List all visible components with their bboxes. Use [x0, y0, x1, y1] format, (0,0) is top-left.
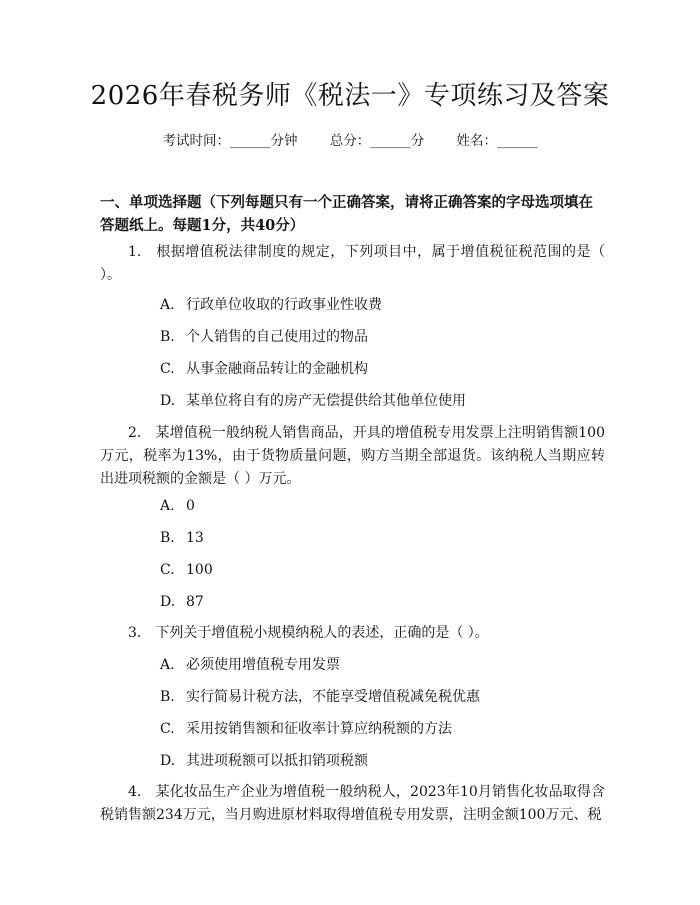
question-1: 1. 根据增值税法律制度的规定，下列项目中，属于增值税征税范围的是（ ）。 — [100, 244, 605, 283]
exam-score: 总分：______分 — [329, 133, 425, 149]
option-letter: B. — [160, 689, 175, 705]
question-4: 4. 某化妆品生产企业为增值税一般纳税人，2023年10月销售化妆品取得含税销售额234万元，当月购进原材料取得增值税专用发票，注明金额100万元、税 — [100, 784, 605, 823]
option-text: 必须使用增值税专用发票 — [186, 657, 340, 673]
option-letter: C. — [160, 361, 175, 377]
option-text: 实行简易计税方法，不能享受增值税减免税优惠 — [186, 689, 480, 705]
question-2-option-d — [160, 593, 600, 611]
option-text: 0 — [186, 498, 195, 514]
question-2-option-b — [160, 529, 600, 547]
option-letter: C. — [160, 721, 175, 737]
question-2-option-c — [160, 561, 600, 579]
option-letter: A. — [160, 498, 175, 514]
option-text: 13 — [186, 530, 204, 546]
option-text: 从事金融商品转让的金融机构 — [186, 361, 368, 377]
exam-name: 姓名：______ — [456, 133, 538, 149]
option-text: 87 — [186, 594, 204, 610]
question-1-option-d — [160, 392, 600, 410]
option-letter: C. — [160, 562, 175, 578]
option-letter: B. — [160, 530, 175, 546]
question-1-option-a — [160, 296, 600, 314]
question-2: 2. 某增值税一般纳税人销售商品，开具的增值税专用发票上注明销售额100万元，税率为13%，由于货物质量问题，购方当期全部退货。该纳税人当期应转出进项税额的金额是（ ）万元。 — [100, 425, 605, 487]
section-heading: 一、单项选择题（下列每题只有一个正确答案，请将正确答案的字母选项填在答题纸上。每题1分，共40分） — [100, 194, 593, 234]
option-text: 某单位将自有的房产无偿提供给其他单位使用 — [186, 393, 466, 409]
option-letter: D. — [160, 393, 176, 409]
question-3-option-d — [160, 752, 600, 770]
question-1-option-b — [160, 328, 600, 346]
option-text: 行政单位收取的行政事业性收费 — [186, 297, 382, 313]
question-3-option-b — [160, 688, 600, 706]
question-3-option-c — [160, 720, 600, 738]
option-letter: D. — [160, 753, 176, 769]
option-letter: B. — [160, 329, 175, 345]
question-3: 3. 下列关于增值税小规模纳税人的表述，正确的是（ ）。 — [128, 625, 489, 641]
option-text: 采用按销售额和征收率计算应纳税额的方法 — [186, 721, 452, 737]
exam-time: 考试时间：______分钟 — [162, 133, 298, 149]
option-letter: A. — [160, 297, 175, 313]
option-letter: A. — [160, 657, 175, 673]
exam-meta — [0, 132, 700, 150]
question-3-option-a — [160, 656, 600, 674]
option-text: 其进项税额可以抵扣销项税额 — [186, 753, 368, 769]
question-1-option-c — [160, 360, 600, 378]
page-title: 2026年春税务师《税法一》专项练习及答案 — [90, 81, 610, 111]
option-text: 个人销售的自己使用过的物品 — [186, 329, 368, 345]
option-text: 100 — [186, 562, 213, 578]
option-letter: D. — [160, 594, 176, 610]
question-2-option-a — [160, 497, 600, 515]
